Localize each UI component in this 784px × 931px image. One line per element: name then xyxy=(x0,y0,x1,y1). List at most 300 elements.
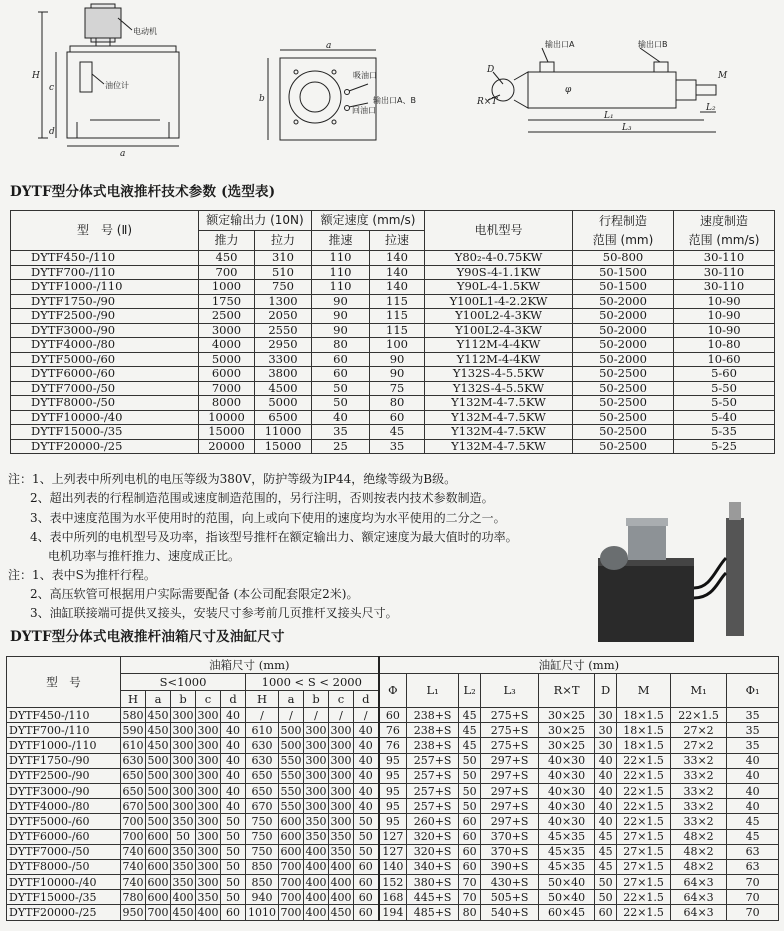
value-cell: 275+S xyxy=(481,708,539,723)
value-cell: 300 xyxy=(330,769,352,783)
value-cell: 110 xyxy=(312,265,370,280)
value-cell: 370+S xyxy=(481,844,539,859)
value-cell: 90 xyxy=(312,323,370,338)
value-cell: 50-2500 xyxy=(573,381,674,396)
top-dim-b-label: b xyxy=(259,94,265,104)
value-cell: 4500 xyxy=(255,381,312,396)
value-cell: 50-2500 xyxy=(573,410,674,425)
value-cell: 33×2 xyxy=(671,753,727,768)
header-push-speed: 推速 xyxy=(312,231,370,251)
note-line: 电机功率与推杆推力、速度成正比。 xyxy=(48,549,241,564)
table-row xyxy=(11,410,775,425)
value-cell: 300 xyxy=(197,799,219,813)
header-motor: 电机型号 xyxy=(425,211,573,251)
header-model: 型 号 (Ⅱ) xyxy=(11,211,199,251)
value-cell: 35 xyxy=(727,708,779,723)
dim-M-label: M xyxy=(718,71,728,81)
value-cell: 50-2000 xyxy=(573,338,674,353)
value-cell: 35 xyxy=(370,439,425,454)
note-line: 注：1、上列表中所列电机的电压等级为380V，防护等级为IP44，绝缘等级为B级。 xyxy=(8,472,457,486)
value-cell: 300 xyxy=(197,723,219,737)
value-cell: 45×35 xyxy=(539,859,595,874)
value-cell: 3800 xyxy=(255,367,312,382)
value-cell: 300 xyxy=(330,738,352,752)
value-cell: 45 xyxy=(459,723,481,738)
value-cell: 700 xyxy=(280,875,302,889)
value-cell: 60 xyxy=(354,875,379,890)
value-cell: 60 xyxy=(459,829,481,844)
header-model: 型 号 xyxy=(7,657,121,708)
value-cell: 1300 xyxy=(255,294,312,309)
value-cell: 50 xyxy=(221,890,246,905)
value-cell: Y132S-4-5.5KW xyxy=(425,381,573,396)
value-cell: 300 xyxy=(197,769,219,783)
value-cell: 70 xyxy=(727,890,779,905)
value-cell: Y132M-4-7.5KW xyxy=(425,410,573,425)
table-row xyxy=(7,783,779,798)
value-cell: 95 xyxy=(379,783,407,798)
value-cell: 70 xyxy=(727,875,779,890)
value-cell: 400 xyxy=(330,890,352,904)
value-cell: 630 xyxy=(246,753,279,768)
header-L2: L₂ xyxy=(459,674,481,708)
value-cell: 370+S xyxy=(481,829,539,844)
value-cell: 50-1500 xyxy=(573,280,674,295)
table-row xyxy=(7,859,779,874)
value-cell: 600 xyxy=(147,890,169,904)
motor-callout: 电动机 xyxy=(133,27,157,36)
dim-H-label: H xyxy=(32,71,40,81)
value-cell: 35 xyxy=(727,738,779,753)
value-cell: 22×1.5 xyxy=(617,768,671,783)
value-cell: 700 xyxy=(199,265,255,280)
value-cell: 630 xyxy=(246,738,279,753)
value-cell: 670 xyxy=(122,799,144,813)
value-cell: 300 xyxy=(172,799,194,813)
value-cell: 500 xyxy=(147,769,169,783)
table-row xyxy=(7,723,779,738)
value-cell: 400 xyxy=(305,860,327,874)
value-cell: 45 xyxy=(727,814,779,829)
value-cell: 600 xyxy=(147,845,169,859)
value-cell: 40 xyxy=(595,799,617,814)
value-cell: 5-35 xyxy=(674,425,775,440)
value-cell: 257+S xyxy=(407,783,459,798)
value-cell: / xyxy=(304,708,329,723)
value-cell: 64×3 xyxy=(671,890,727,905)
model-cell: DYTF7000-/50 xyxy=(7,844,121,859)
value-cell: 30-110 xyxy=(674,280,775,295)
value-cell: 750 xyxy=(246,829,279,844)
value-cell: 238+S xyxy=(407,723,459,738)
table-row xyxy=(11,439,775,454)
table-row xyxy=(7,844,779,859)
value-cell: 700 xyxy=(122,814,144,828)
value-cell: 238+S xyxy=(407,738,459,753)
value-cell: 650 xyxy=(122,784,144,798)
dim-phi-label: φ xyxy=(565,85,572,95)
value-cell: 750 xyxy=(255,280,312,295)
value-cell: 300 xyxy=(197,708,219,722)
value-cell: 300 xyxy=(172,754,194,768)
value-cell: 700 xyxy=(280,890,302,904)
value-cell: 257+S xyxy=(407,768,459,783)
value-cell: 20000 xyxy=(199,439,255,454)
dimension-notes xyxy=(8,566,398,623)
value-cell: 40 xyxy=(727,799,779,814)
value-cell: 50 xyxy=(595,875,617,890)
value-cell: 40 xyxy=(354,783,379,798)
value-cell: 90 xyxy=(312,309,370,324)
value-cell: 60 xyxy=(370,410,425,425)
value-cell: 27×2 xyxy=(671,723,727,738)
header-L3: L₃ xyxy=(481,674,539,708)
value-cell: Y100L1-4-2.2KW xyxy=(425,294,573,309)
table-row xyxy=(11,352,775,367)
value-cell: 63 xyxy=(727,844,779,859)
value-cell: 300 xyxy=(330,799,352,813)
value-cell: 5-60 xyxy=(674,367,775,382)
header-stroke-range: 行程制造 范围 (mm) xyxy=(573,211,674,251)
value-cell: 50 xyxy=(459,783,481,798)
model-cell: DYTF6000-/60 xyxy=(11,367,199,382)
value-cell: 5000 xyxy=(255,396,312,411)
value-cell: 30 xyxy=(595,723,617,738)
value-cell: 300 xyxy=(197,830,219,844)
value-cell: 700 xyxy=(280,860,302,874)
value-cell: 18×1.5 xyxy=(617,723,671,738)
value-cell: 340+S xyxy=(407,859,459,874)
value-cell: 80 xyxy=(459,905,481,920)
value-cell: 40×30 xyxy=(539,799,595,814)
value-cell: 64×3 xyxy=(671,905,727,920)
table-row xyxy=(11,294,775,309)
value-cell: 550 xyxy=(280,799,302,813)
value-cell: 300 xyxy=(172,708,194,722)
value-cell: 390+S xyxy=(481,859,539,874)
value-cell: 60 xyxy=(312,352,370,367)
table-row xyxy=(7,768,779,783)
value-cell: 50×40 xyxy=(539,890,595,905)
value-cell: 115 xyxy=(370,323,425,338)
value-cell: 600 xyxy=(280,814,302,828)
value-cell: 50 xyxy=(221,859,246,874)
value-cell: 8000 xyxy=(199,396,255,411)
value-cell: 350 xyxy=(172,814,194,828)
value-cell: 50 xyxy=(171,829,196,844)
model-cell: DYTF5000-/60 xyxy=(7,814,121,829)
value-cell: 64×3 xyxy=(671,875,727,890)
table-row xyxy=(7,890,779,905)
value-cell: 30-110 xyxy=(674,251,775,266)
value-cell: 168 xyxy=(379,890,407,905)
value-cell: 540+S xyxy=(481,905,539,920)
model-cell: DYTF4000-/80 xyxy=(11,338,199,353)
value-cell: 350 xyxy=(172,845,194,859)
model-cell: DYTF1000-/110 xyxy=(11,280,199,295)
value-cell: 48×2 xyxy=(671,829,727,844)
value-cell: 320+S xyxy=(407,844,459,859)
value-cell: 22×1.5 xyxy=(617,783,671,798)
value-cell: 2050 xyxy=(255,309,312,324)
table-row xyxy=(7,905,779,920)
value-cell: 350 xyxy=(305,830,327,844)
value-cell: 780 xyxy=(122,890,144,904)
value-cell: 2950 xyxy=(255,338,312,353)
value-cell: 40 xyxy=(221,723,246,738)
value-cell: 485+S xyxy=(407,905,459,920)
value-cell: 500 xyxy=(147,784,169,798)
value-cell: 450 xyxy=(330,906,352,920)
value-cell: 10-90 xyxy=(674,309,775,324)
note-line: 4、表中所列的电机型号及功率，指该型号推杆在额定输出力、额定速度为最大值时的功率。 xyxy=(30,529,518,544)
value-cell: 297+S xyxy=(481,799,539,814)
value-cell: 40 xyxy=(727,753,779,768)
model-cell: DYTF8000-/50 xyxy=(7,859,121,874)
value-cell: 300 xyxy=(197,754,219,768)
value-cell: 40 xyxy=(354,753,379,768)
value-cell: Y100L2-4-3KW xyxy=(425,309,573,324)
value-cell: 11000 xyxy=(255,425,312,440)
value-cell: 400 xyxy=(330,860,352,874)
value-cell: 940 xyxy=(246,890,279,905)
value-cell: 550 xyxy=(280,784,302,798)
value-cell: 550 xyxy=(280,769,302,783)
value-cell: 50-2000 xyxy=(573,323,674,338)
value-cell: 300 xyxy=(305,738,327,752)
model-cell: DYTF4000-/80 xyxy=(7,799,121,814)
value-cell: 30 xyxy=(595,738,617,753)
value-cell: 22×1.5 xyxy=(617,814,671,829)
value-cell: 35 xyxy=(727,723,779,738)
value-cell: 610 xyxy=(246,723,279,738)
value-cell: 500 xyxy=(280,738,302,752)
table-row xyxy=(11,367,775,382)
tank-elevation-drawing xyxy=(38,4,179,146)
value-cell: 45×35 xyxy=(539,844,595,859)
value-cell: 590 xyxy=(122,723,144,737)
value-cell: 50-2500 xyxy=(573,396,674,411)
value-cell: 194 xyxy=(379,905,407,920)
value-cell: 700 xyxy=(122,830,144,844)
note-line: 注：1、表中S为推杆行程。 xyxy=(8,568,156,582)
value-cell: 297+S xyxy=(481,768,539,783)
value-cell: 300 xyxy=(172,723,194,737)
value-cell: 80 xyxy=(370,396,425,411)
value-cell: 22×1.5 xyxy=(617,753,671,768)
header-phi1: Φ₁ xyxy=(727,674,779,708)
value-cell: / xyxy=(279,708,304,723)
value-cell: 650 xyxy=(246,768,279,783)
value-cell: 5-40 xyxy=(674,410,775,425)
value-cell: 750 xyxy=(246,844,279,859)
value-cell: 40 xyxy=(221,783,246,798)
value-cell: 33×2 xyxy=(671,814,727,829)
value-cell: 115 xyxy=(370,294,425,309)
model-cell: DYTF450-/110 xyxy=(11,251,199,266)
value-cell: 40 xyxy=(595,768,617,783)
value-cell: 100 xyxy=(370,338,425,353)
value-cell: 50 xyxy=(221,814,246,829)
value-cell: 40 xyxy=(595,814,617,829)
table-row xyxy=(7,799,779,814)
value-cell: 400 xyxy=(197,906,219,920)
value-cell: 33×2 xyxy=(671,783,727,798)
dimension-table-title: DYTF型分体式电液推杆油箱尺寸及油缸尺寸 xyxy=(10,629,285,645)
dim-L2-label: L₂ xyxy=(706,103,716,113)
value-cell: 75 xyxy=(370,381,425,396)
dim-d-label: d xyxy=(49,127,55,137)
value-cell: 300 xyxy=(197,738,219,752)
value-cell: 60 xyxy=(459,859,481,874)
value-cell: 70 xyxy=(727,905,779,920)
value-cell: 2550 xyxy=(255,323,312,338)
value-cell: 50-1500 xyxy=(573,265,674,280)
header-rated-speed: 额定速度 (mm/s) xyxy=(312,211,425,231)
value-cell: 10-60 xyxy=(674,352,775,367)
value-cell: 740 xyxy=(122,875,144,889)
spec-table-title: DYTF型分体式电液推杆技术参数 (选型表) xyxy=(10,184,276,200)
value-cell: 110 xyxy=(312,280,370,295)
value-cell: 90 xyxy=(370,367,425,382)
value-cell: 450 xyxy=(147,723,169,737)
value-cell: 257+S xyxy=(407,753,459,768)
value-cell: 115 xyxy=(370,309,425,324)
header-stroke-small: S<1000 xyxy=(121,674,246,691)
value-cell: 700 xyxy=(280,906,302,920)
value-cell: 50 xyxy=(312,396,370,411)
value-cell: 50 xyxy=(595,890,617,905)
value-cell: 300 xyxy=(330,814,352,828)
value-cell: Y80₂-4-0.75KW xyxy=(425,251,573,266)
value-cell: 300 xyxy=(330,723,352,737)
value-cell: 300 xyxy=(330,784,352,798)
value-cell: 76 xyxy=(379,738,407,753)
value-cell: 580 xyxy=(122,708,144,722)
value-cell: 60 xyxy=(379,708,407,723)
value-cell: 50 xyxy=(221,875,246,890)
value-cell: 445+S xyxy=(407,890,459,905)
value-cell: 5000 xyxy=(199,352,255,367)
value-cell: 300 xyxy=(172,784,194,798)
model-cell: DYTF1000-/110 xyxy=(7,738,121,753)
value-cell: Y90L-4-1.5KW xyxy=(425,280,573,295)
model-cell: DYTF15000-/35 xyxy=(7,890,121,905)
value-cell: 300 xyxy=(305,784,327,798)
value-cell: 50×40 xyxy=(539,875,595,890)
value-cell: 45 xyxy=(595,844,617,859)
note-line: 3、油缸联接端可提供叉接头，安装尺寸参考前几页推杆叉接头尺寸。 xyxy=(30,606,398,620)
dim-RxT-label: R×T xyxy=(477,97,498,107)
value-cell: 40 xyxy=(354,799,379,814)
table-row xyxy=(11,280,775,295)
value-cell: 22×1.5 xyxy=(617,890,671,905)
value-cell: 50 xyxy=(459,753,481,768)
value-cell: 60 xyxy=(354,890,379,905)
value-cell: 10-90 xyxy=(674,323,775,338)
value-cell: 297+S xyxy=(481,814,539,829)
value-cell: 10000 xyxy=(199,410,255,425)
value-cell: 300 xyxy=(305,754,327,768)
value-cell: 140 xyxy=(379,859,407,874)
header-rated-force: 额定输出力 (10N) xyxy=(199,211,312,231)
value-cell: Y112M-4-4KW xyxy=(425,352,573,367)
value-cell: / xyxy=(329,708,354,723)
model-cell: DYTF6000-/60 xyxy=(7,829,121,844)
value-cell: 600 xyxy=(147,875,169,889)
value-cell: 70 xyxy=(459,875,481,890)
value-cell: / xyxy=(354,708,379,723)
value-cell: 500 xyxy=(147,814,169,828)
value-cell: 4000 xyxy=(199,338,255,353)
value-cell: 400 xyxy=(330,875,352,889)
model-cell: DYTF20000-/25 xyxy=(7,905,121,920)
value-cell: 22×1.5 xyxy=(617,905,671,920)
value-cell: 10-80 xyxy=(674,338,775,353)
dim-L3-label: L₃ xyxy=(622,123,632,133)
model-cell: DYTF1750-/90 xyxy=(7,753,121,768)
value-cell: 350 xyxy=(197,890,219,904)
value-cell: 45×35 xyxy=(539,829,595,844)
value-cell: 40×30 xyxy=(539,753,595,768)
table-row xyxy=(11,338,775,353)
product-photo xyxy=(586,498,776,648)
value-cell: 45 xyxy=(727,829,779,844)
return-port-callout: 回油口 xyxy=(352,106,376,115)
value-cell: 127 xyxy=(379,829,407,844)
value-cell: 500 xyxy=(280,723,302,737)
value-cell: 60 xyxy=(354,859,379,874)
header-M: M xyxy=(617,674,671,708)
value-cell: 60×45 xyxy=(539,905,595,920)
value-cell: 45 xyxy=(370,425,425,440)
value-cell: 40 xyxy=(595,783,617,798)
header-D: D xyxy=(595,674,617,708)
value-cell: 40 xyxy=(354,723,379,738)
value-cell: 45 xyxy=(595,859,617,874)
header-push-force: 推力 xyxy=(199,231,255,251)
header-a: a xyxy=(146,691,171,708)
value-cell: / xyxy=(246,708,279,723)
header-c: c xyxy=(196,691,221,708)
model-cell: DYTF3000-/90 xyxy=(7,783,121,798)
value-cell: 5-50 xyxy=(674,381,775,396)
technical-drawings xyxy=(0,0,784,160)
value-cell: 400 xyxy=(305,890,327,904)
value-cell: 95 xyxy=(379,768,407,783)
value-cell: 95 xyxy=(379,814,407,829)
value-cell: 300 xyxy=(197,875,219,889)
value-cell: Y132S-4-5.5KW xyxy=(425,367,573,382)
value-cell: 25 xyxy=(312,439,370,454)
value-cell: 22×1.5 xyxy=(617,799,671,814)
header-M1: M₁ xyxy=(671,674,727,708)
value-cell: 670 xyxy=(246,799,279,814)
value-cell: 18×1.5 xyxy=(617,738,671,753)
value-cell: 30×25 xyxy=(539,723,595,738)
model-cell: DYTF450-/110 xyxy=(7,708,121,723)
value-cell: 50 xyxy=(354,844,379,859)
value-cell: 40 xyxy=(221,768,246,783)
value-cell: 400 xyxy=(305,845,327,859)
spec-notes xyxy=(8,470,518,566)
value-cell: 15000 xyxy=(255,439,312,454)
oil-level-callout: 油位计 xyxy=(105,81,129,90)
value-cell: 80 xyxy=(312,338,370,353)
dim-L1-label: L₁ xyxy=(604,111,614,121)
value-cell: 40 xyxy=(595,753,617,768)
value-cell: 40×30 xyxy=(539,768,595,783)
